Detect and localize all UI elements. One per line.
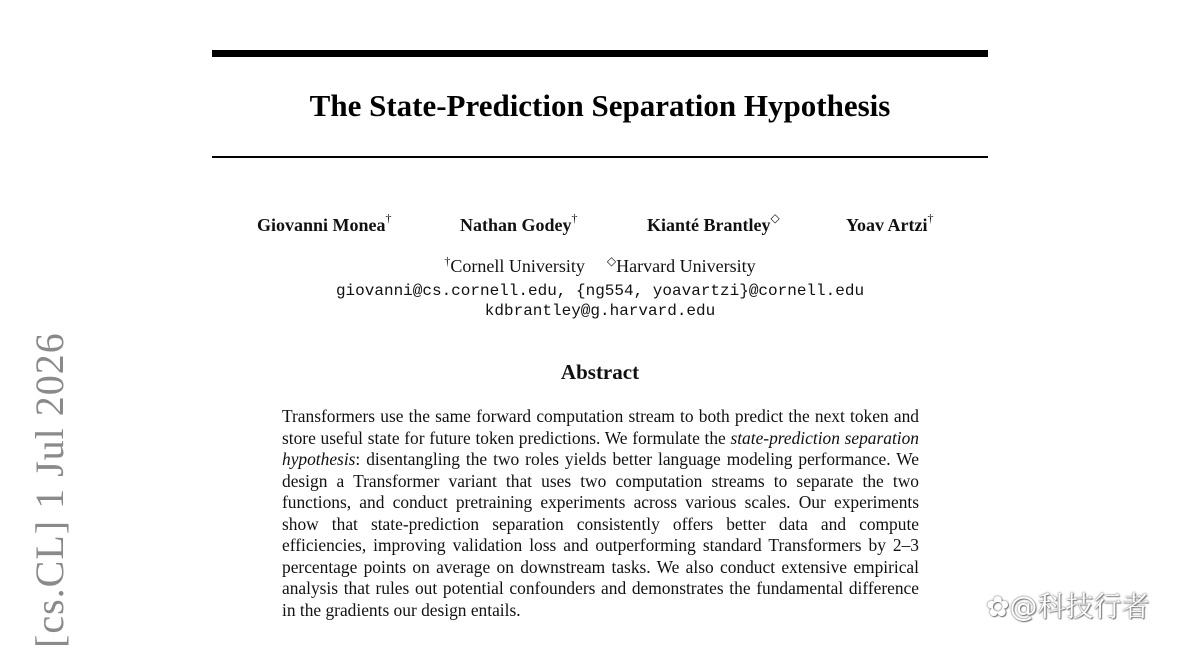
author-name: Yoav Artzi† — [846, 211, 934, 235]
paper-title: The State-Prediction Separation Hypothesis — [309, 88, 891, 123]
abstract-heading: Abstract — [560, 360, 640, 384]
affiliation-name: Harvard University — [616, 256, 756, 276]
email-line: kdbrantley@g.harvard.edu — [484, 302, 716, 320]
author-list — [0, 208, 1200, 234]
watermark: ✿@科技行者 — [986, 590, 1150, 623]
abstract-text: Transformers use the same forward computation stream to both predict the next token and store useful state for future token predictions. We formulate the state-prediction separation hypothesis: disentangling the two roles yields better language modeling performance. We design a Transformer variant that uses two computation streams to separate the two functions, and conduct pretraining experiments across various scales. Our experiments show that state-prediction separation consistently offers better data and compute efficiencies, improving validation loss and outperforming standard Transformers by 2–3 percentage points on average on downstream tasks. We also conduct extensive empirical analysis that rules out potential confounders and demonstrates the fundamental difference in the gradients our design entails. — [282, 406, 919, 620]
arxiv-side-stamp: [cs.CL] 1 Jul 2026 — [27, 332, 72, 648]
title-top-rule — [212, 50, 988, 57]
author-emails — [0, 281, 1200, 321]
author-name: Nathan Godey† — [460, 211, 578, 235]
email-line: giovanni@cs.cornell.edu, {ng554, yoavartzi}@cornell.edu — [335, 282, 865, 300]
affiliations: †Cornell University ◇Harvard University — [444, 254, 756, 276]
author-name: Giovanni Monea† — [257, 211, 392, 235]
affiliation-name: Cornell University — [450, 256, 585, 276]
title-bottom-rule — [212, 156, 988, 158]
hypothesis-emphasis: state-prediction separation hypothesis — [282, 427, 919, 469]
author-name: Kianté Brantley◇ — [647, 211, 780, 235]
